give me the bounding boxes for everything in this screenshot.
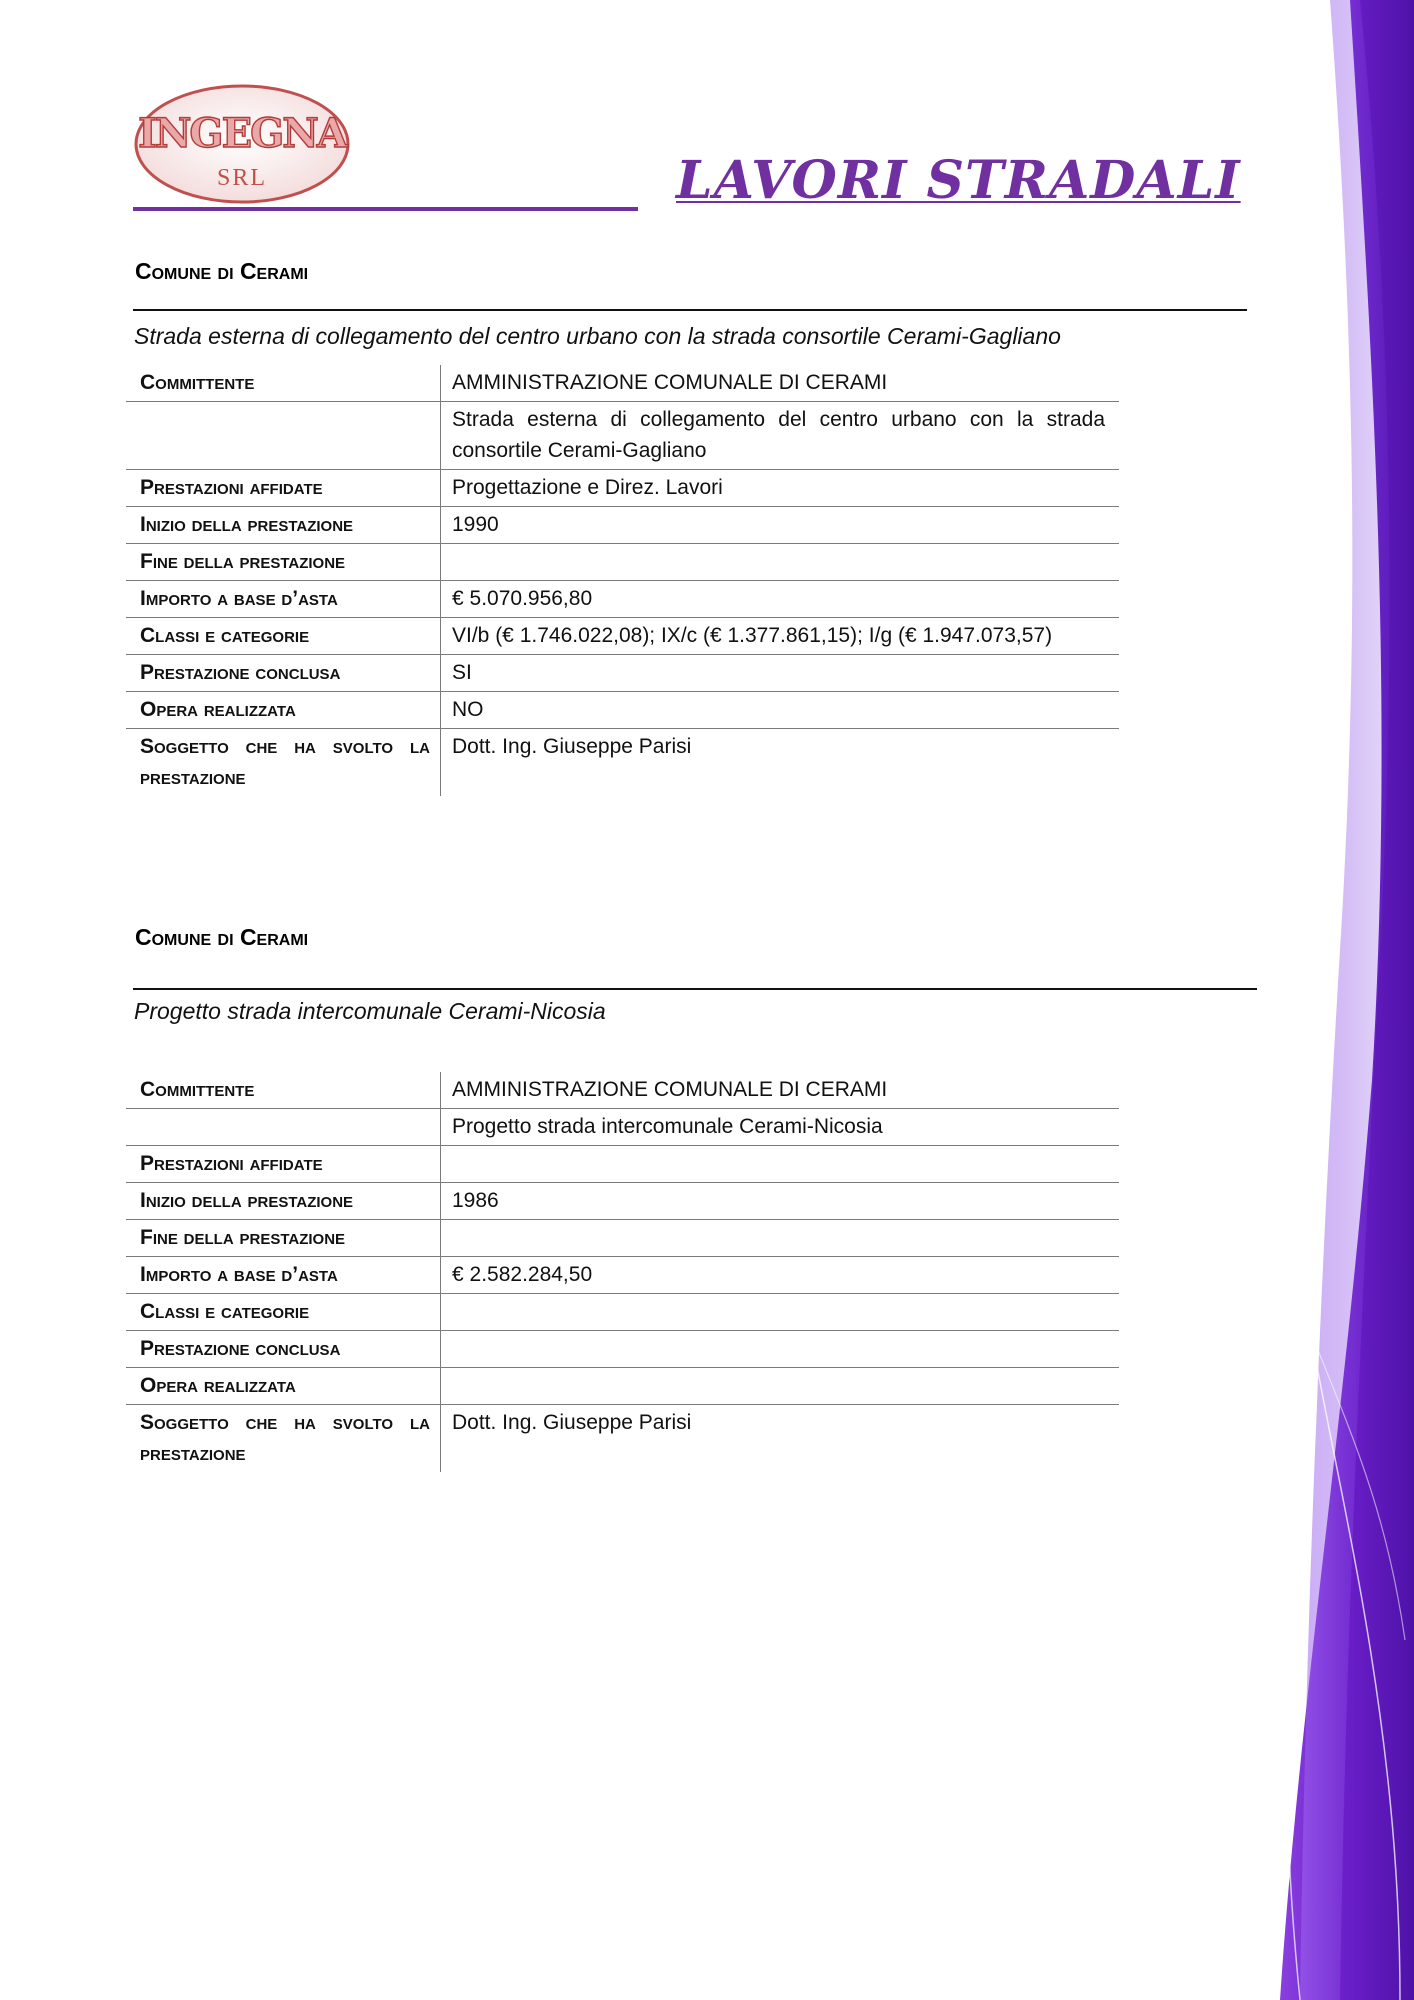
row-value: VI/b (€ 1.746.022,08); IX/c (€ 1.377.861,15); I/g (€ 1.947.073,57) <box>441 618 1120 655</box>
table-row <box>126 581 1119 618</box>
table-row <box>126 692 1119 729</box>
section-1-comune: Comune di Cerami <box>135 258 309 284</box>
table-row <box>126 544 1119 581</box>
table-row <box>126 729 1119 797</box>
row-value <box>441 544 1120 581</box>
row-label: Prestazioni affidate <box>126 470 441 507</box>
company-logo <box>133 82 351 206</box>
table-row <box>126 365 1119 402</box>
row-value: AMMINISTRAZIONE COMUNALE DI CERAMI <box>441 1072 1120 1109</box>
row-label: Prestazione conclusa <box>126 655 441 692</box>
row-label: Soggetto che ha svolto la prestazione <box>126 1405 441 1473</box>
table-row <box>126 470 1119 507</box>
row-label <box>126 402 441 470</box>
page-header-title: LAVORI STRADALI <box>676 150 1241 211</box>
row-label: Prestazioni affidate <box>126 1146 441 1183</box>
section-1-info-table <box>126 365 1119 796</box>
table-row <box>126 618 1119 655</box>
table-row <box>126 1109 1119 1146</box>
row-value <box>441 1146 1120 1183</box>
table-row <box>126 1072 1119 1109</box>
row-value: Strada esterna di collegamento del centro urbano con la strada consortile Cerami-Gagliano <box>441 402 1120 470</box>
section-2-divider <box>133 988 1257 990</box>
table-row <box>126 1405 1119 1473</box>
row-value: NO <box>441 692 1120 729</box>
row-label: Fine della prestazione <box>126 1220 441 1257</box>
section-1-project-title: Strada esterna di collegamento del centro urbano con la strada consortile Cerami-Gagliano <box>134 323 1061 349</box>
svg-text:SRL: SRL <box>216 165 268 191</box>
row-value <box>441 1368 1120 1405</box>
row-value: Dott. Ing. Giuseppe Parisi <box>452 1411 692 1434</box>
svg-text:INGEGNA: INGEGNA <box>138 110 346 157</box>
row-value: AMMINISTRAZIONE COMUNALE DI CERAMI <box>441 365 1120 402</box>
row-label: Importo a base d’asta <box>126 1257 441 1294</box>
row-label: Classi e categorie <box>126 618 441 655</box>
row-value <box>441 1220 1120 1257</box>
header-divider <box>133 207 638 211</box>
section-2-comune: Comune di Cerami <box>135 924 309 950</box>
row-value: Dott. Ing. Giuseppe Parisi <box>452 735 692 758</box>
row-label <box>126 1109 441 1146</box>
row-value: Progettazione e Direz. Lavori <box>441 470 1120 507</box>
row-label: Committente <box>126 365 441 402</box>
row-label: Fine della prestazione <box>126 544 441 581</box>
row-label: Opera realizzata <box>126 692 441 729</box>
row-value: € 5.070.956,80 <box>441 581 1120 618</box>
table-row <box>126 1183 1119 1220</box>
row-label: Inizio della prestazione <box>126 507 441 544</box>
row-label: Inizio della prestazione <box>126 1183 441 1220</box>
table-row <box>126 507 1119 544</box>
row-value: Progetto strada intercomunale Cerami-Nicosia <box>441 1109 1120 1146</box>
row-label: Opera realizzata <box>126 1368 441 1405</box>
row-label: Importo a base d’asta <box>126 581 441 618</box>
table-row <box>126 1220 1119 1257</box>
row-value: 1986 <box>441 1183 1120 1220</box>
section-2-info-table <box>126 1072 1119 1472</box>
row-label: Committente <box>126 1072 441 1109</box>
table-row <box>126 1368 1119 1405</box>
row-value: € 2.582.284,50 <box>441 1257 1120 1294</box>
row-value: SI <box>441 655 1120 692</box>
table-row <box>126 1257 1119 1294</box>
row-label: Prestazione conclusa <box>126 1331 441 1368</box>
row-label: Classi e categorie <box>126 1294 441 1331</box>
table-row <box>126 1331 1119 1368</box>
row-value <box>441 1331 1120 1368</box>
table-row <box>126 655 1119 692</box>
row-value: 1990 <box>441 507 1120 544</box>
section-1-divider <box>133 309 1247 311</box>
table-row <box>126 1294 1119 1331</box>
section-2-project-title: Progetto strada intercomunale Cerami-Nicosia <box>134 998 606 1024</box>
row-label: Soggetto che ha svolto la prestazione <box>126 729 441 797</box>
table-row <box>126 1146 1119 1183</box>
table-row <box>126 402 1119 470</box>
row-value <box>441 1294 1120 1331</box>
